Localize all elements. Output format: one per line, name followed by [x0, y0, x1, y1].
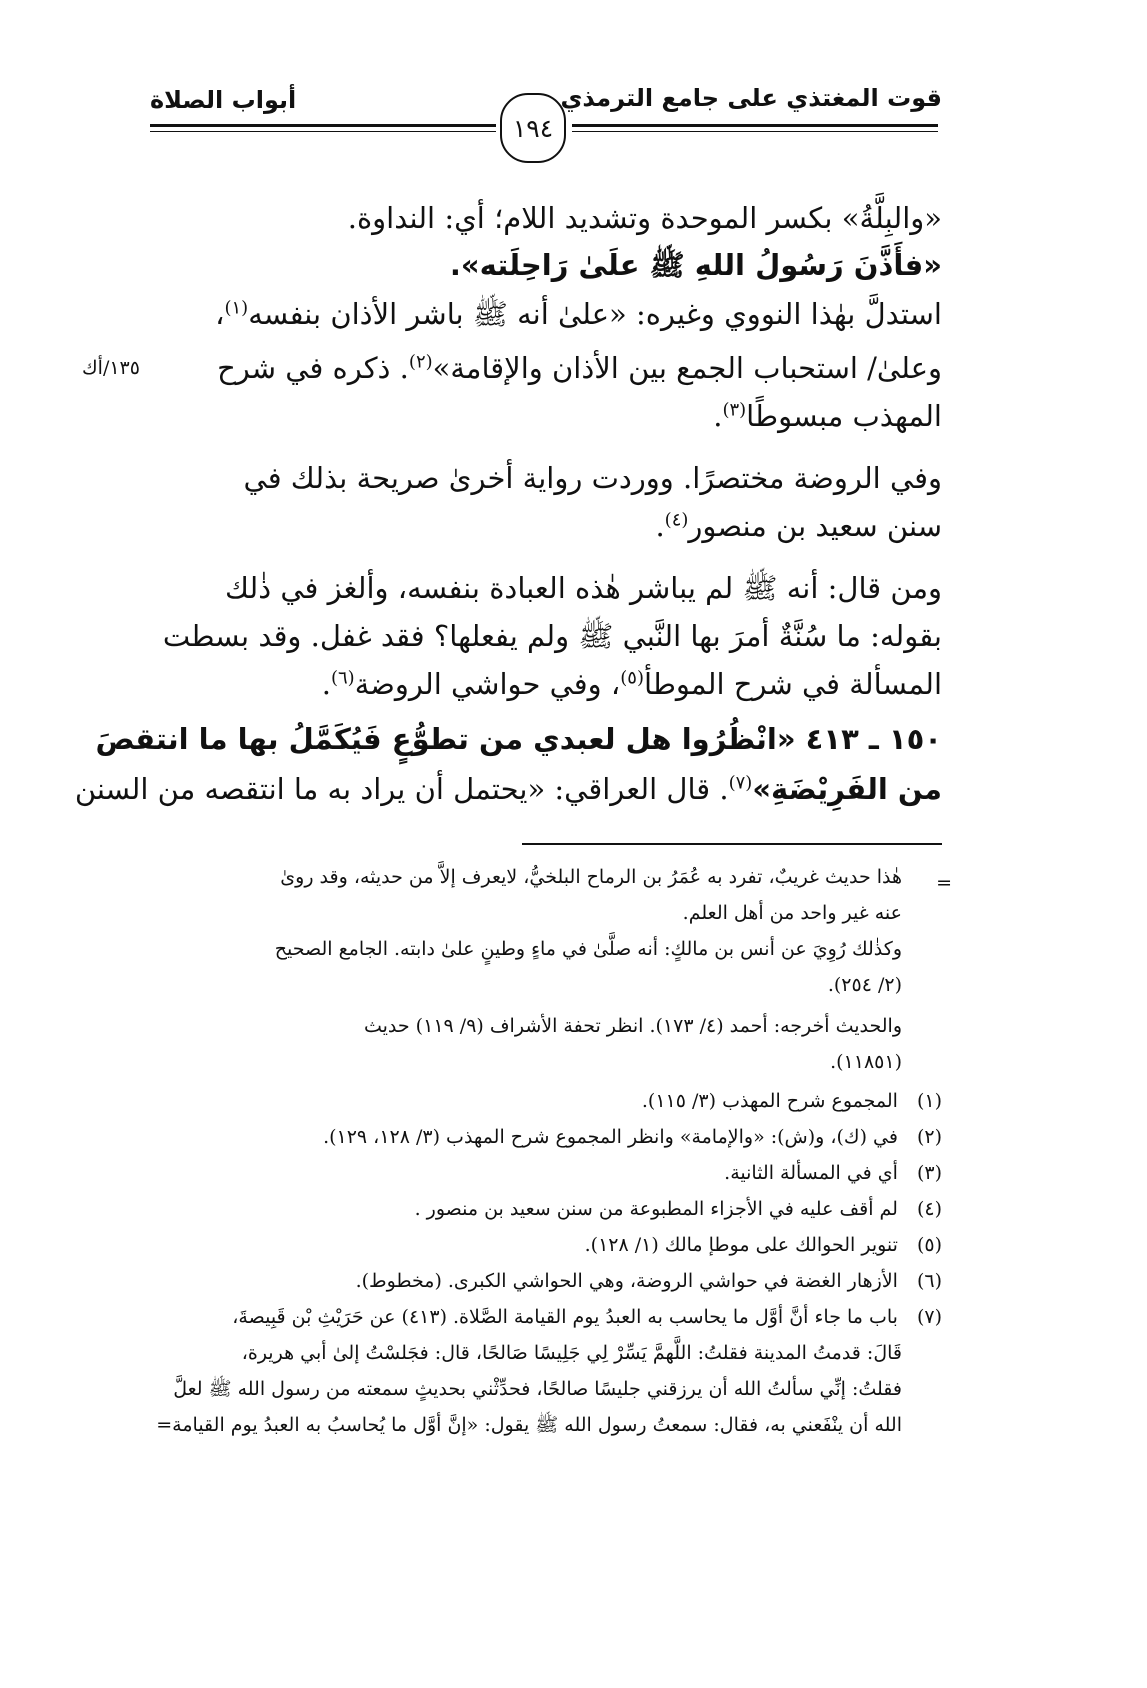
footnote-ref[interactable]: (٧) — [728, 772, 753, 794]
text-run: ، — [215, 297, 225, 331]
header-rule-left — [150, 124, 496, 127]
hadith-heading-cont: من الفَرِيْضَةِ» — [752, 772, 942, 806]
footnote-text: الأزهار الغضة في حواشي الروضة، وهي الحواشي الكبرى. (مخطوط). — [355, 1270, 898, 1292]
text-run: وعلىٰ/ استحباب الجمع بين الأذان والإقامة» — [432, 351, 942, 385]
footnote-6 — [356, 1272, 942, 1291]
header-rule-left-thin — [150, 131, 496, 132]
book-title: قوت المغتذي على جامع الترمذي — [560, 84, 942, 112]
section-title: أبواب الصلاة — [150, 86, 297, 114]
footnote-cont-line-3: وكذٰلك رُوِيَ عن أنس بن مالكٍ: أنه صلَّىٰ في ماءٍ وطينٍ علىٰ دابته. الجامع الصحيح — [274, 938, 902, 960]
body-line-12 — [74, 772, 942, 806]
footnote-ref[interactable]: (٣) — [722, 399, 747, 421]
footnote-text: لم أقف عليه في الأجزاء المطبوعة من سنن سعيد بن منصور . — [414, 1198, 898, 1220]
footnote-1 — [642, 1092, 942, 1111]
footnote-text: المجموع شرح المهذب (٣/ ١١٥). — [641, 1090, 898, 1112]
footnote-cont-line-1: هٰذا حديث غريبٌ، تفرد به عُمَرُ بن الرماح البلخيُّ، لايعرف إلاَّ من حديثه، وقد روىٰ — [280, 866, 902, 888]
body-line-3 — [215, 297, 942, 331]
footnote-cont-line-6: (١١٨٥١). — [830, 1051, 902, 1073]
text-run: . ذكره في شرح — [217, 351, 409, 385]
hadith-heading: ١٥٠ ـ ٤١٣ «انْظُرُوا هل لعبدي من تطوُّعٍ فَيُكَمَّلُ بها ما انتقصَ — [95, 722, 942, 756]
footnote-text: تنوير الحوالك على موطإ مالك (١/ ١٢٨). — [584, 1234, 898, 1256]
text-run: استدلَّ بهٰذا النووي وغيره: «علىٰ أنه ﷺ باشر الأذان بنفسه — [248, 297, 942, 331]
footnote-cont-line-4: (٢/ ٢٥٤). — [827, 974, 902, 996]
footnote-number: (١) — [916, 1090, 942, 1112]
footnote-cont-line-5: والحديث أخرجه: أحمد (٤/ ١٧٣). انظر تحفة الأشراف (٩/ ١١٩) حديث — [363, 1015, 902, 1037]
footnote-7-line-3: فقلتُ: إنِّي سألتُ الله أن يرزقني جليسًا صالحًا، فحدِّثْني بحديثٍ سمعته من رسول الله ﷺ لعلَّ — [173, 1378, 902, 1400]
page-number-badge — [500, 93, 566, 163]
text-run: المسألة في شرح الموطأ — [643, 667, 942, 701]
text-run: . قال العراقي: «يحتمل أن يراد به ما انتقصه من السنن — [74, 772, 729, 806]
page-number: ١٩٤ — [512, 113, 554, 143]
footnote-number: (٧) — [916, 1306, 942, 1328]
body-line-10 — [321, 667, 942, 701]
text-run: . — [713, 399, 723, 433]
continuation-mark: = — [936, 872, 952, 894]
quoted-matn: «فأَذَّنَ رَسُولُ اللهِ ﷺ علَىٰ رَاحِلَته». — [449, 248, 942, 282]
body-line-1: «والبِلَّةُ» بكسر الموحدة وتشديد اللام؛ أي: النداوة. — [347, 201, 942, 235]
footnote-2 — [323, 1128, 942, 1147]
header-rule-right — [572, 124, 938, 127]
footnote-3 — [724, 1164, 942, 1183]
footnote-ref[interactable]: (١) — [224, 297, 249, 319]
footnote-number: (٣) — [916, 1162, 942, 1184]
body-line-11 — [95, 722, 942, 756]
text-run: ، وفي حواشي الروضة — [354, 667, 621, 701]
footnote-7 — [232, 1308, 942, 1327]
manuscript-folio-note: ١٣٥/أك — [82, 357, 140, 379]
footnote-number: (٤) — [916, 1198, 942, 1220]
footnote-number: (٦) — [916, 1270, 942, 1292]
header-rule-right-thin — [572, 131, 938, 132]
footnote-5 — [585, 1236, 942, 1255]
footnote-7-line-2: قَالَ: قدمتُ المدينة فقلتُ: اللَّهمَّ يَسِّرْ لِي جَلِيسًا صَالحًا، قال: فجَلسْتُ إلىٰ أبي هريرة، — [241, 1342, 902, 1364]
body-line-5 — [713, 399, 942, 433]
body-line-8: ومن قال: أنه ﷺ لم يباشر هٰذه العبادة بنفسه، وألغز في ذٰلك — [224, 571, 942, 605]
footnote-cont-line-2: عنه غير واحد من أهل العلم. — [682, 902, 902, 924]
text-run: المهذب مبسوطًا — [746, 399, 942, 433]
text-run: . — [321, 667, 331, 701]
footnote-ref[interactable]: (٤) — [664, 509, 689, 531]
text-run: سنن سعيد بن منصور — [688, 509, 942, 543]
footnote-4 — [415, 1200, 942, 1219]
body-line-4 — [217, 351, 942, 385]
footnote-7-line-4: الله أن ينْفَعني به، فقال: سمعتُ رسول الله ﷺ يقول: «إنَّ أوَّل ما يُحاسبُ به العبدُ يوم القيامة= — [156, 1414, 902, 1436]
body-line-6: وفي الروضة مختصرًا. ووردت رواية أخرىٰ صريحة بذلك في — [243, 461, 942, 495]
footnote-number: (٢) — [916, 1126, 942, 1148]
body-line-2 — [449, 248, 942, 282]
footnote-text: في (ك)، و(ش): «والإمامة» وانظر المجموع شرح المهذب (٣/ ١٢٨، ١٢٩). — [323, 1126, 898, 1148]
footnote-number: (٥) — [916, 1234, 942, 1256]
footnote-ref[interactable]: (٦) — [330, 667, 355, 689]
footnote-ref[interactable]: (٥) — [620, 667, 644, 689]
footnote-ref[interactable]: (٢) — [408, 351, 433, 373]
body-line-7 — [655, 509, 942, 543]
footnote-separator — [522, 843, 942, 845]
footnote-text: باب ما جاء أنَّ أوَّل ما يحاسب به العبدُ يوم القيامة الصَّلاة. (٤١٣) عن حَرَيْثِ بْن قَبِيصةَ، — [232, 1306, 898, 1328]
text-run: . — [655, 509, 665, 543]
footnote-text: أي في المسألة الثانية. — [724, 1162, 898, 1184]
body-line-9: بقوله: ما سُنَّةٌ أمرَ بها النَّبي ﷺ ولم يفعلها؟ فقد غفل. وقد بسطت — [162, 619, 942, 653]
